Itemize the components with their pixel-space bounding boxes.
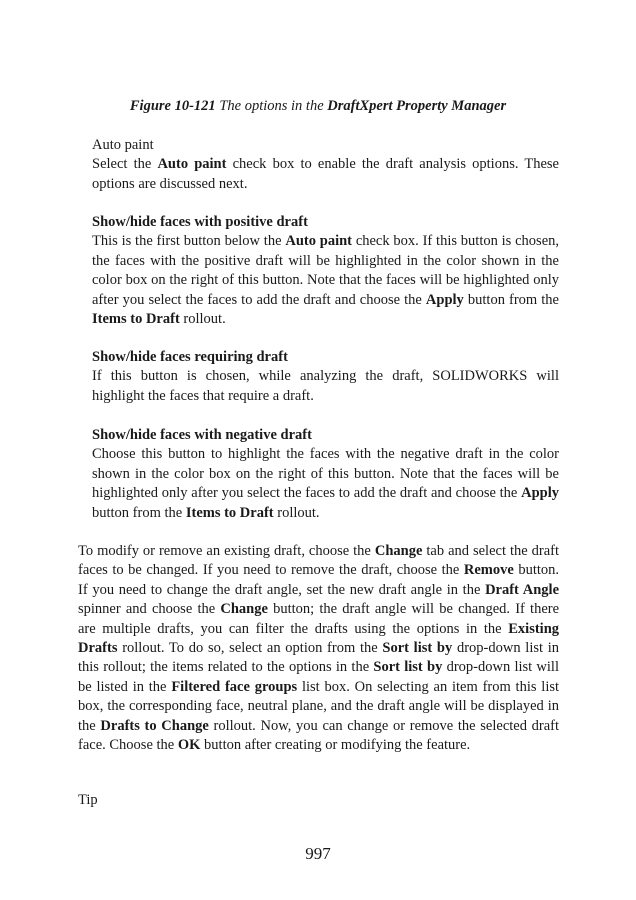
bold-term: Drafts to Change (100, 717, 209, 734)
bold-term: Apply (521, 485, 559, 502)
body-text: To modify or remove an existing draft, choose the (78, 543, 371, 559)
bold-term: Change (220, 601, 268, 618)
body-text: button. If you need to change the draft angle, set the new draft angle in the (78, 562, 560, 598)
figure-caption (0, 96, 636, 116)
bold-term: Items to Draft (92, 311, 180, 328)
tip-label: Tip (78, 792, 98, 808)
body-text: rollout. (183, 311, 226, 328)
figure-number: Figure 10-121 (129, 98, 216, 114)
bold-term: Draft Angle (485, 581, 559, 598)
section-positive-draft (92, 213, 559, 329)
paragraph-modify-draft (78, 542, 559, 755)
bold-term: Remove (463, 562, 514, 579)
bold-term: Sort list by (373, 659, 443, 676)
bold-term: OK (177, 737, 201, 754)
bold-term: Items to Draft (185, 504, 274, 521)
bold-term: Sort list by (382, 640, 453, 657)
body-text: button from the (467, 291, 559, 308)
caption-title: DraftXpert Property Manager (327, 98, 507, 114)
section-body (92, 155, 559, 194)
body-text: rollout. To do so, select an option from the (122, 640, 378, 657)
body-text: button from the (92, 504, 183, 521)
body-text: spinner and choose the (78, 601, 216, 618)
bold-term: Change (374, 543, 423, 559)
section-body (92, 445, 559, 523)
bold-term: Existing Drafts (78, 620, 560, 657)
body-text: rollout. (277, 504, 320, 521)
body-text: drop-down list in this rollout; the items related to the options in the (78, 640, 560, 676)
body-text: button; the draft angle will be changed. If there are multiple drafts, you can filter the drafts using the options in the (78, 601, 560, 637)
section-requiring-draft (92, 348, 559, 406)
bold-term: Auto paint (285, 233, 352, 250)
body-text: rollout. Now, you can change or remove the selected draft face. Choose the (78, 717, 560, 754)
bold-term: Apply (425, 291, 464, 308)
body-text: list box. On selecting an item from this list box, the corresponding face, neutral plane, and the draft angle will be displayed in the (78, 678, 560, 734)
page-number: 997 (305, 844, 331, 863)
bold-term: Auto paint (157, 156, 227, 173)
body-text: Select the (92, 156, 152, 173)
section-body: If this button is chosen, while analyzing the draft, SOLIDWORKS will highlight the faces that require a draft. (92, 368, 559, 404)
section-auto-paint (92, 136, 559, 194)
section-heading: Show/hide faces requiring draft (92, 349, 288, 365)
bold-term: Filtered face groups (171, 678, 298, 695)
section-body (92, 232, 559, 329)
body-text: Choose this button to highlight the faces with the negative draft in the color shown in the color box on the right of this button. Note that the faces will be highlighted only after you select the faces to add the draft and choose the (92, 446, 559, 502)
section-heading: Show/hide faces with positive draft (92, 214, 308, 230)
body-text: button after creating or modifying the feature. (204, 737, 471, 754)
body-text: tab and select the draft faces to be changed. If you need to remove the draft, choose the (78, 543, 560, 579)
section-heading: Auto paint (92, 137, 154, 153)
section-heading: Show/hide faces with negative draft (92, 427, 312, 443)
body-text: check box to enable the draft analysis options. These options are discussed next. (92, 156, 559, 192)
caption-text: The options in the (219, 98, 324, 114)
section-negative-draft (92, 426, 559, 523)
body-text: check box. If this button is chosen, the faces with the positive draft will be highlighted in the color shown in the color box on the right of this button. Note that the faces will be highlighted only after you select the faces to add the draft and choose the (92, 233, 560, 308)
body-text: This is the first button below the (92, 233, 282, 250)
body-text: drop-down list will be listed in the (78, 659, 559, 695)
